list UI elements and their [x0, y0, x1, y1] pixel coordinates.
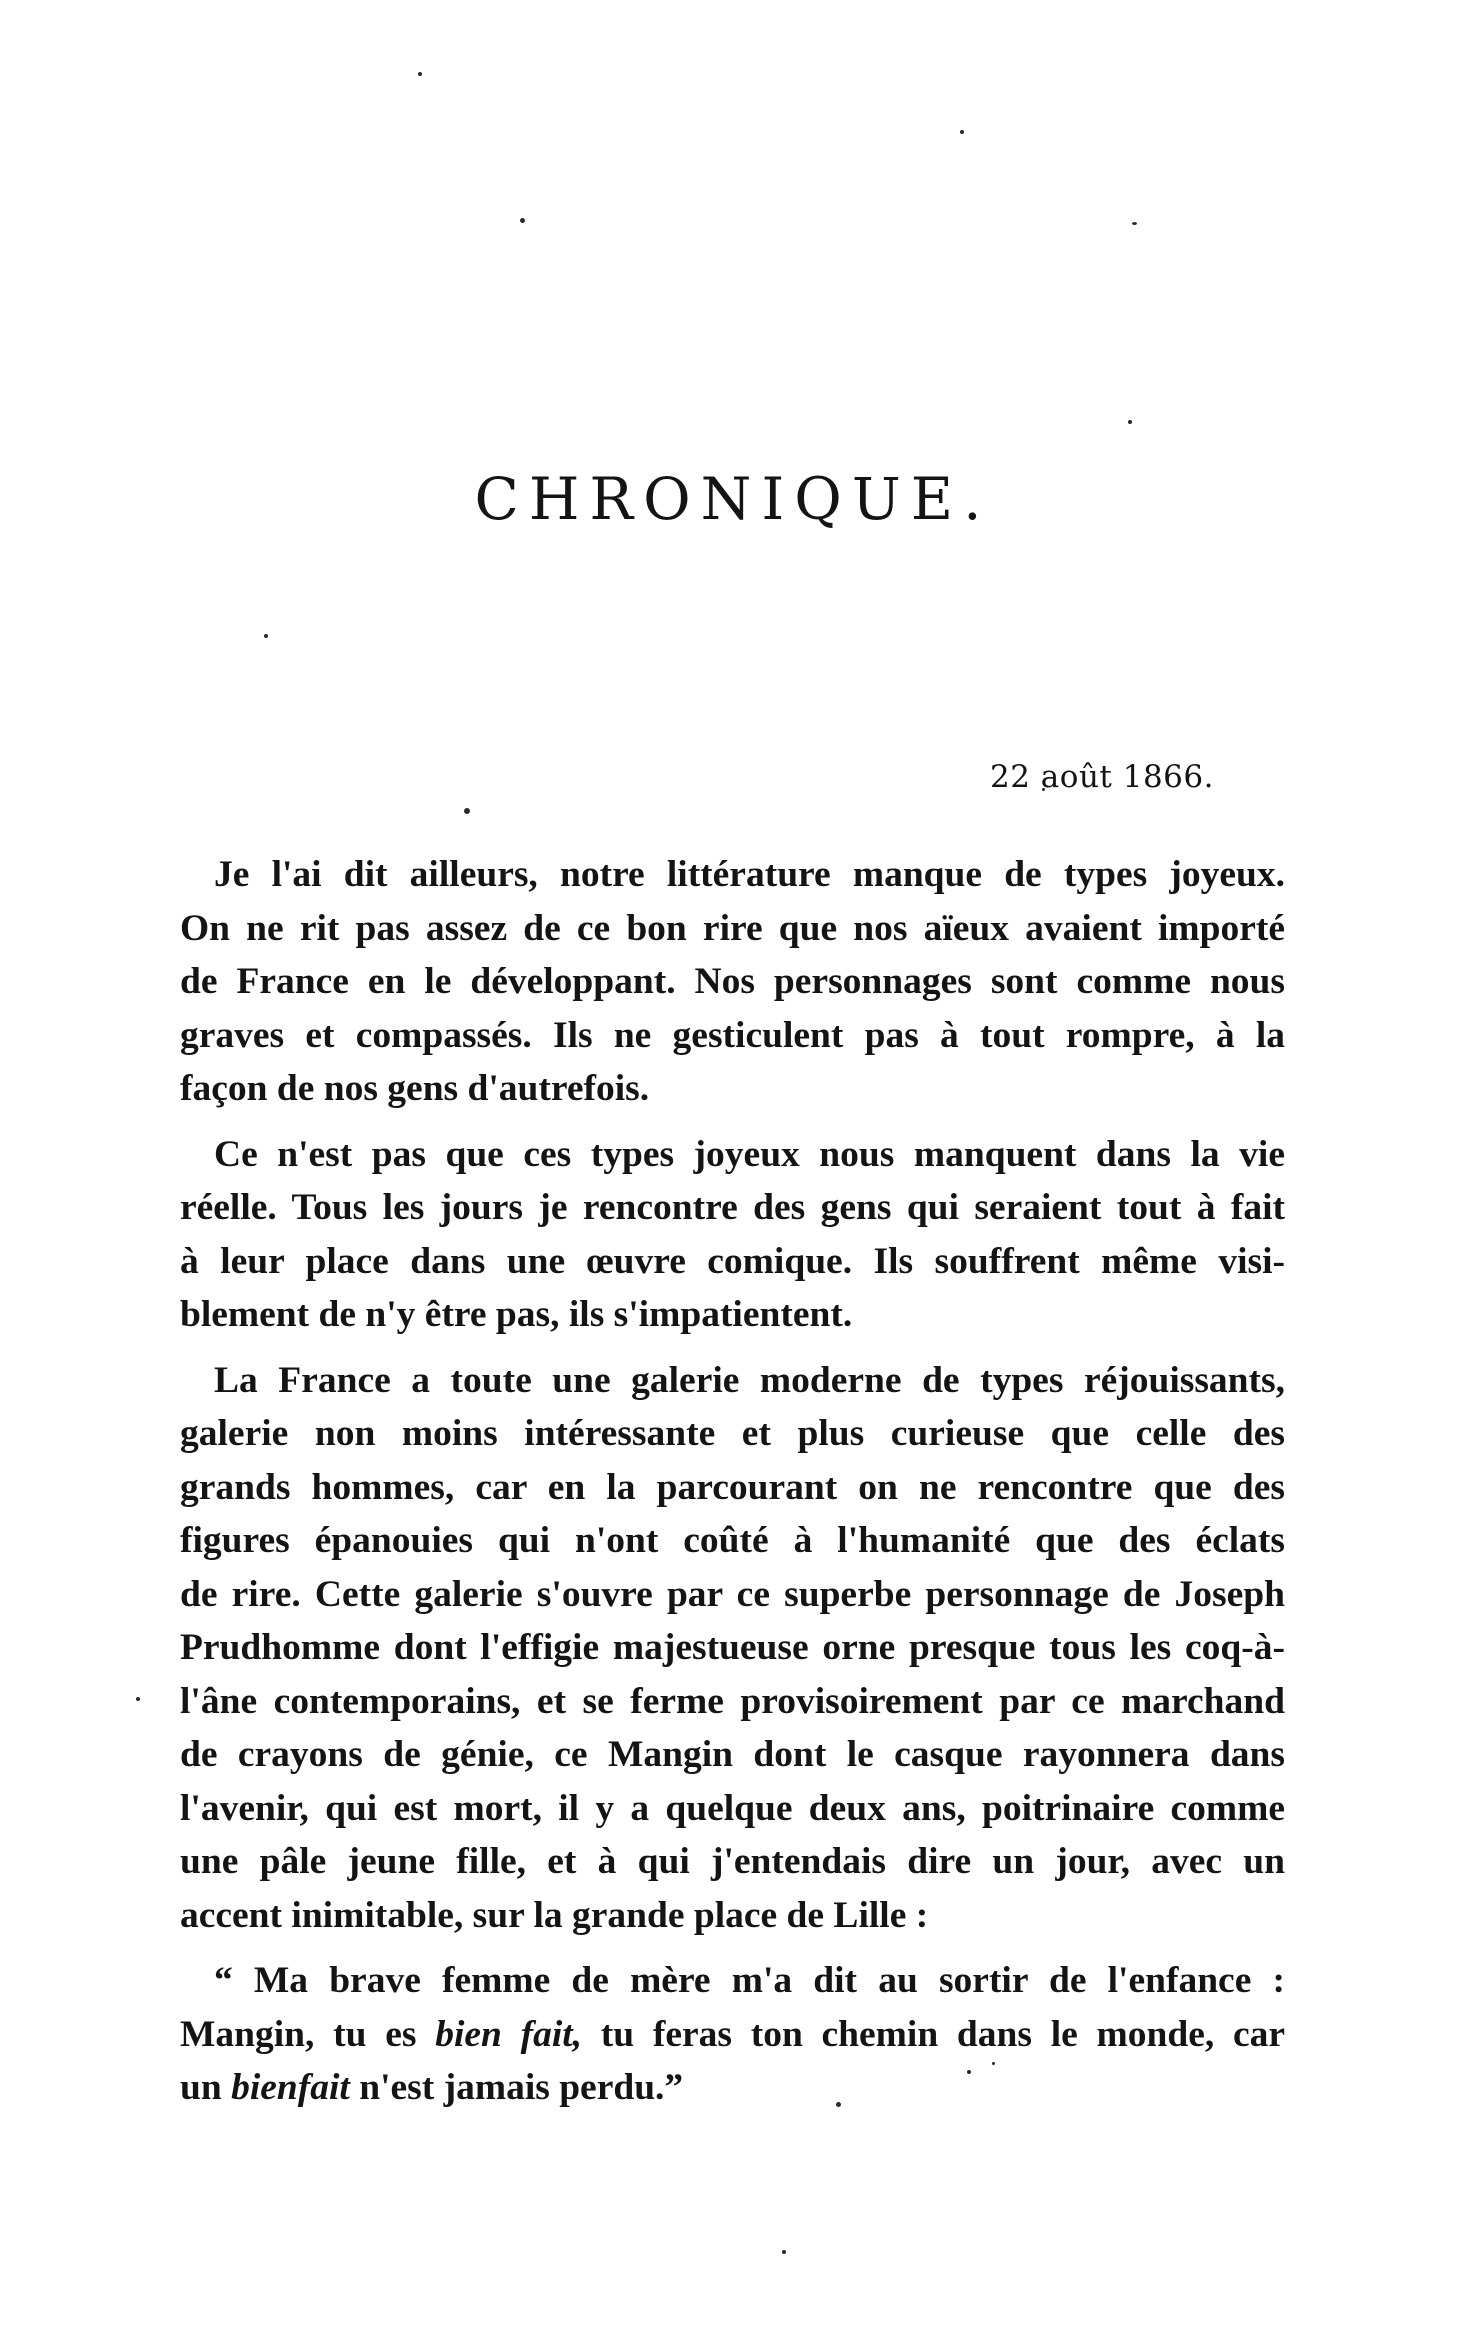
- text-run: Mangin, tu es: [180, 2013, 436, 2055]
- text-line: réelle. Tous les jours je rencontre des gens qui seraient tout à fait: [180, 1187, 1285, 1228]
- text-line: figures épanouies qui n'ont coûté à l'humanité que des éclats: [180, 1520, 1285, 1561]
- scan-speck: [782, 2250, 786, 2254]
- scan-speck: [418, 72, 422, 76]
- text-line: de crayons de génie, ce Mangin dont le casque rayonnera dans: [180, 1734, 1285, 1775]
- text-line: de rire. Cette galerie s'ouvre par ce superbe personnage de Joseph: [180, 1573, 1285, 1615]
- entry-date: 22 août 1866.: [990, 759, 1214, 795]
- chapter-title: CHRONIQUE.: [474, 465, 992, 533]
- paragraph-2: [180, 1128, 1285, 1342]
- body-text: [180, 848, 1285, 2127]
- text-line: [180, 2008, 1285, 2062]
- text-line: Ce n'est pas que ces types joyeux nous manquent dans la vie: [214, 1133, 1285, 1175]
- text-line: Je l'ai dit ailleurs, notre littérature manque de types joyeux.: [214, 854, 1285, 895]
- text-line: On ne rit pas assez de ce bon rire que nos aïeux avaient importé: [180, 907, 1285, 949]
- text-line: Prudhomme dont l'effigie majestueuse orne presque tous les coq-à-: [180, 1627, 1285, 1668]
- text-run: tu feras ton chemin dans le monde, car: [582, 2013, 1285, 2055]
- text-line: galerie non moins intéressante et plus curieuse que celle des: [180, 1413, 1285, 1454]
- text-run: un: [180, 2067, 232, 2108]
- italic-run: bien fait,: [435, 2013, 583, 2055]
- text-line: La France a toute une galerie moderne de types réjouissants,: [214, 1359, 1285, 1401]
- text-run: n'est jamais perdu.”: [349, 2067, 684, 2108]
- text-line: de France en le développant. Nos personnages sont comme nous: [180, 961, 1285, 1002]
- text-line: accent inimitable, sur la grande place de Lille :: [180, 1894, 929, 1936]
- paragraph-3: [180, 1354, 1285, 1943]
- scan-speck: [1128, 420, 1132, 424]
- text-line: l'avenir, qui est mort, il y a quelque deux ans, poitrinaire comme: [180, 1787, 1285, 1829]
- scan-speck: [464, 808, 470, 814]
- scan-speck: [960, 130, 964, 134]
- paragraph-1: [180, 848, 1285, 1116]
- scan-speck: [264, 634, 268, 638]
- text-line: façon de nos gens d'autrefois.: [180, 1068, 650, 1109]
- text-line: à leur place dans une œuvre comique. Ils souffrent même visi-: [180, 1240, 1285, 1282]
- text-line: [180, 2061, 1285, 2115]
- text-line: une pâle jeune fille, et à qui j'entendais dire un jour, avec un: [180, 1841, 1285, 1882]
- text-line: “ Ma brave femme de mère m'a dit au sortir de l'enfance :: [214, 1960, 1285, 2001]
- text-line: blement de n'y être pas, ils s'impatientent.: [180, 1294, 853, 1335]
- paragraph-4-quote: [180, 1954, 1285, 2115]
- italic-run: bienfait: [231, 2067, 350, 2108]
- scan-speck: [1132, 222, 1137, 225]
- scan-speck: [136, 1697, 140, 1701]
- text-line: grands hommes, car en la parcourant on ne rencontre que des: [180, 1466, 1285, 1508]
- text-line: l'âne contemporains, et se ferme provisoirement par ce marchand: [180, 1680, 1285, 1722]
- scan-speck: [520, 218, 525, 223]
- text-line: graves et compassés. Ils ne gesticulent pas à tout rompre, à la: [180, 1014, 1285, 1056]
